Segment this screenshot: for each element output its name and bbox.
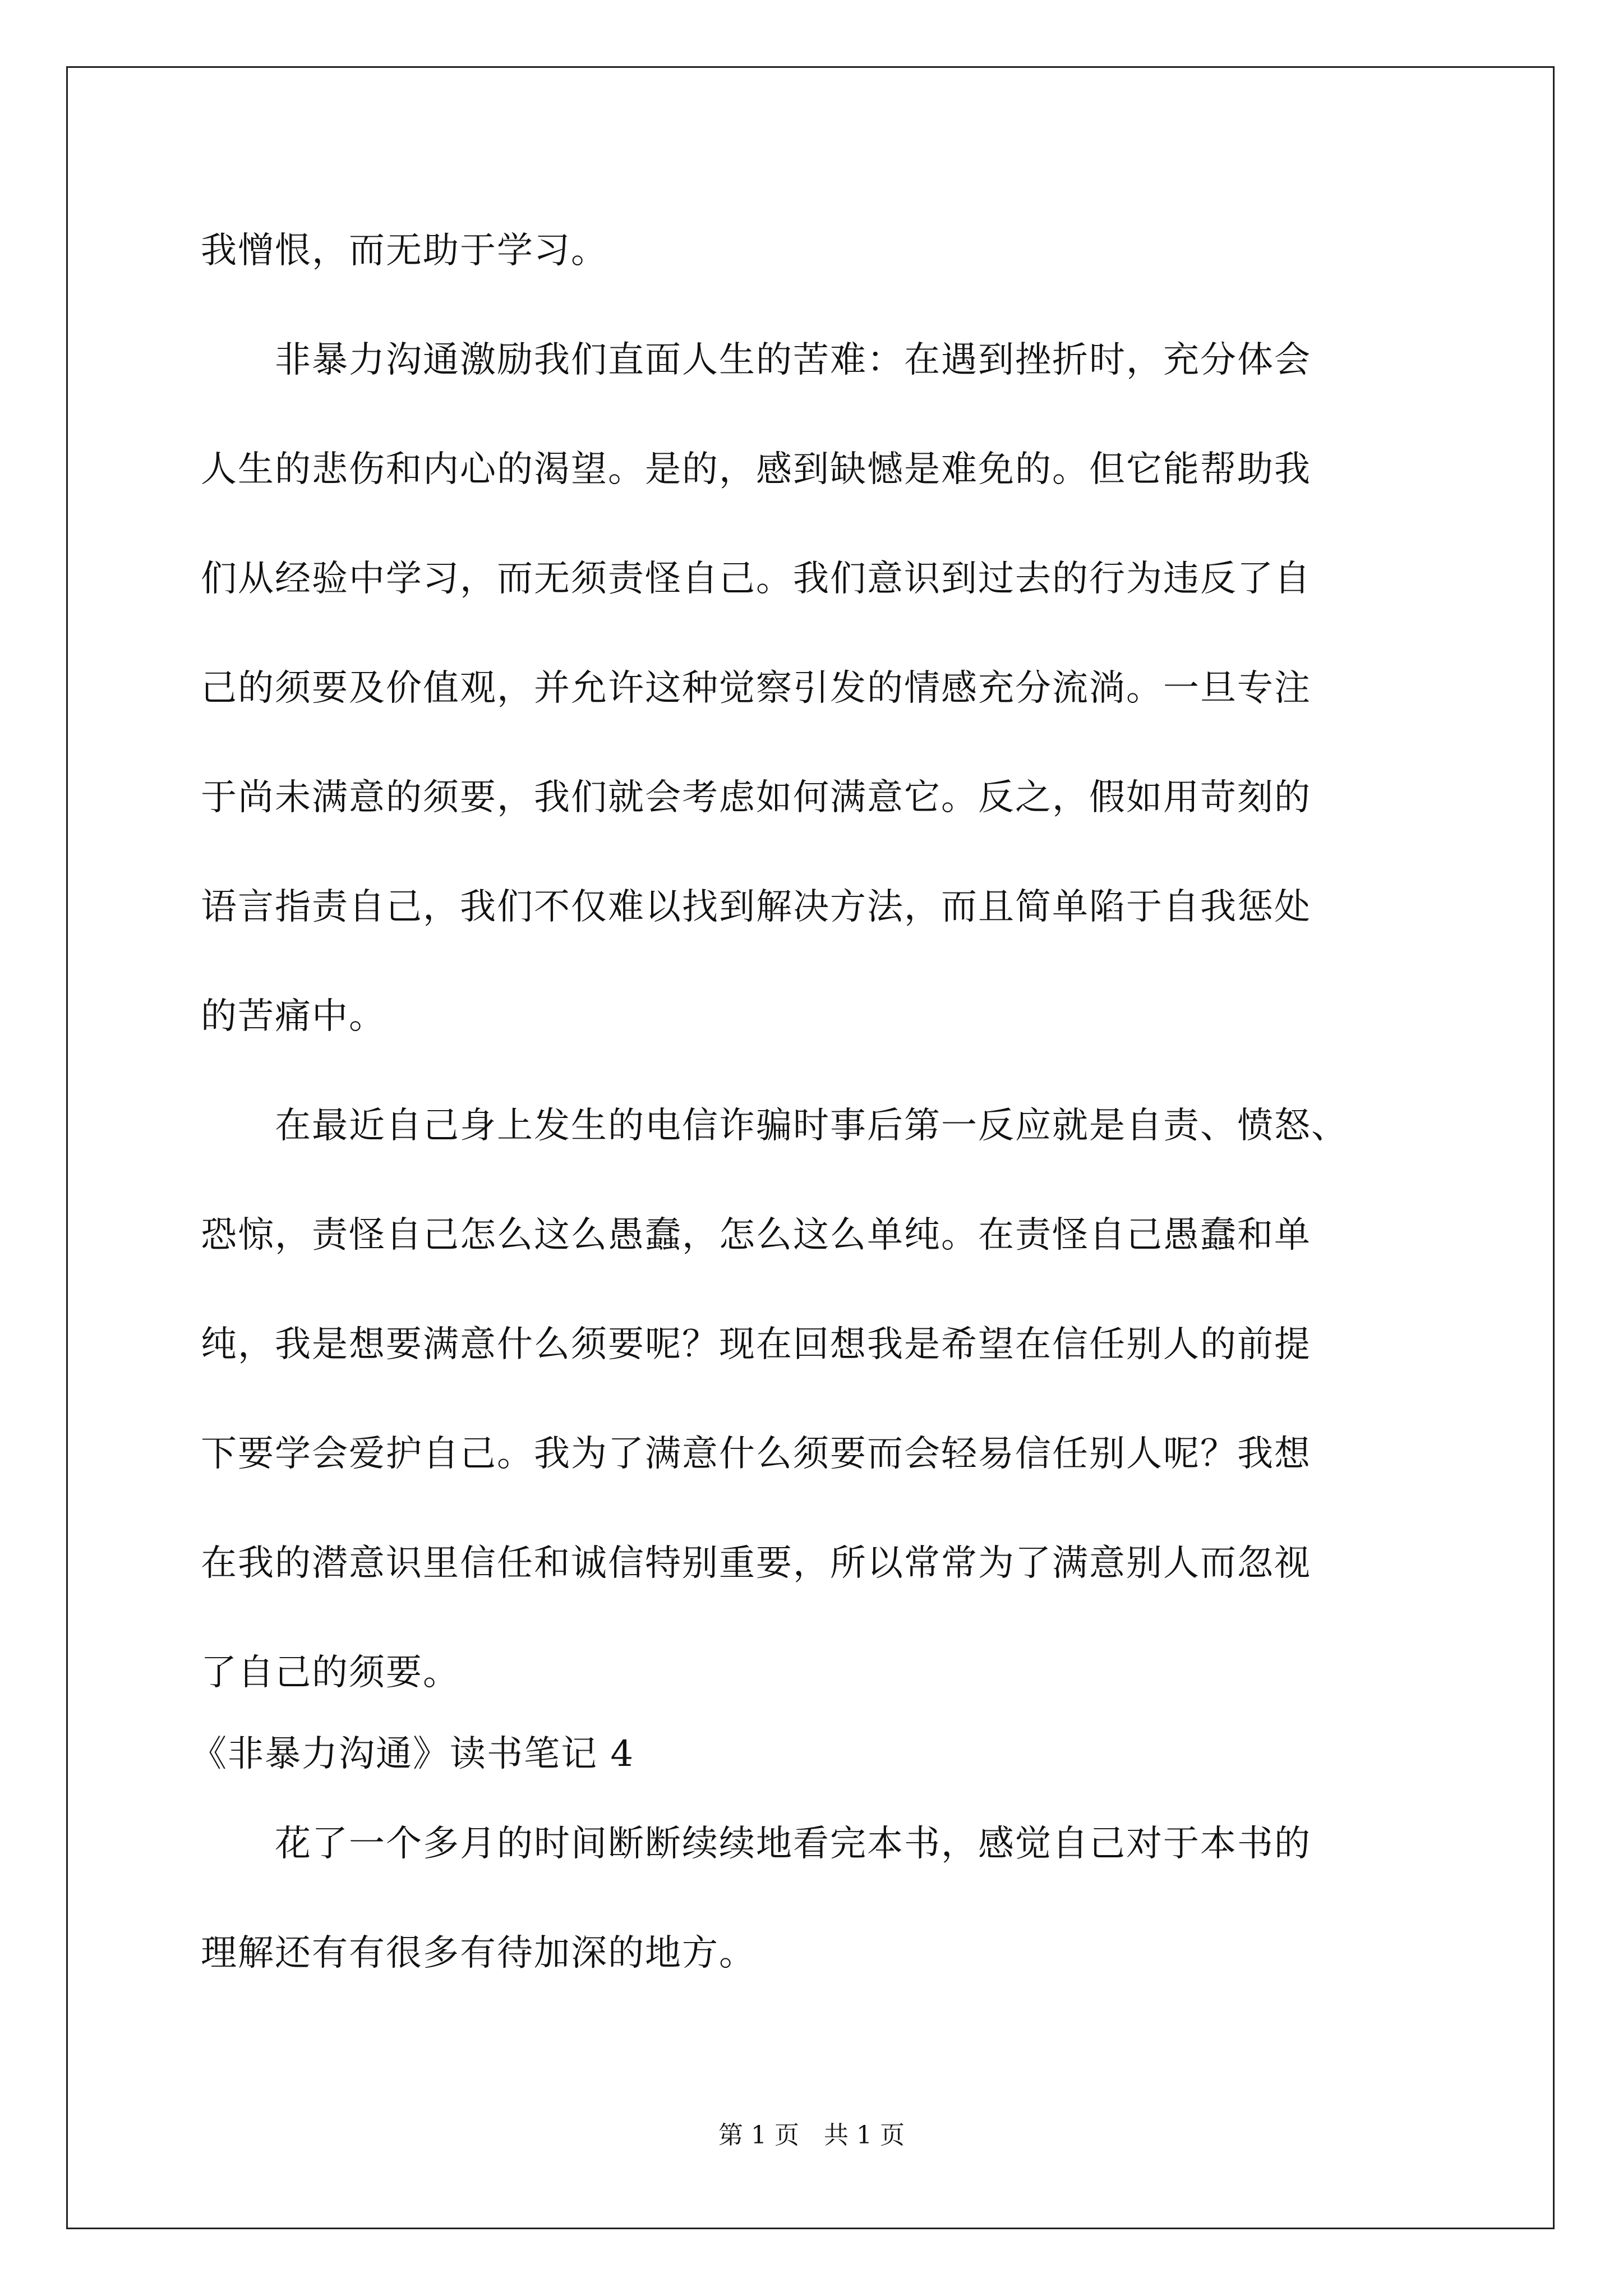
paragraph-line: 在最近自己身上发生的电信诈骗时事后第一反应就是自责、愤怒、	[201, 1105, 1348, 1147]
page-number-footer: 第 1 页 共 1 页	[718, 2121, 905, 2150]
paragraph-line: 于尚未满意的须要，我们就会考虑如何满意它。反之，假如用苛刻的	[201, 777, 1311, 818]
paragraph-line: 非暴力沟通激励我们直面人生的苦难：在遇到挫折时，充分体会	[201, 339, 1311, 381]
paragraph-line: 己的须要及价值观，并允许这种觉察引发的情感充分流淌。一旦专注	[201, 668, 1311, 709]
paragraph-line: 的苦痛中。	[201, 996, 386, 1037]
section-heading: 《非暴力沟通》读书笔记 4	[191, 1733, 635, 1775]
text-line: 我憎恨，而无助于学习。	[201, 230, 608, 272]
paragraph-line: 人生的悲伤和内心的渴望。是的，感到缺憾是难免的。但它能帮助我	[201, 449, 1311, 490]
paragraph-line: 花了一个多月的时间断断续续地看完本书，感觉自己对于本书的	[201, 1823, 1311, 1865]
paragraph-line: 下要学会爱护自己。我为了满意什么须要而会轻易信任别人呢？我想	[201, 1433, 1311, 1475]
paragraph-line: 们从经验中学习，而无须责怪自己。我们意识到过去的行为违反了自	[201, 558, 1311, 600]
paragraph-line: 了自己的须要。	[201, 1652, 460, 1694]
paragraph-line: 理解还有有很多有待加深的地方。	[201, 1932, 756, 1974]
paragraph-line: 语言指责自己，我们不仅难以找到解决方法，而且简单陷于自我惩处	[201, 886, 1311, 928]
paragraph-line: 纯，我是想要满意什么须要呢？现在回想我是希望在信任别人的前提	[201, 1324, 1311, 1365]
page-border	[66, 66, 1555, 2229]
paragraph-line: 在我的潜意识里信任和诚信特别重要，所以常常为了满意别人而忽视	[201, 1543, 1311, 1584]
paragraph-line: 恐惊，责怪自己怎么这么愚蠢，怎么这么单纯。在责怪自己愚蠢和单	[201, 1214, 1311, 1256]
